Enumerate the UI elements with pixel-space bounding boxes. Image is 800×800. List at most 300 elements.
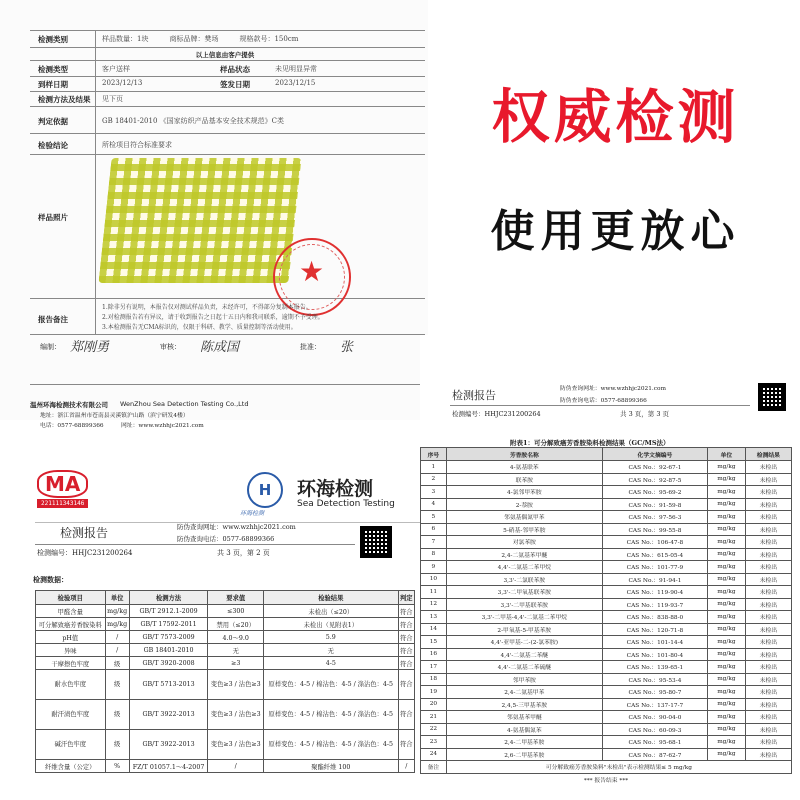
table-cell: mg/kg: [708, 748, 746, 761]
row-label: 检测类型: [38, 65, 68, 74]
column-header: 检验项目: [36, 591, 106, 605]
amine-results-table: [420, 447, 792, 786]
table-cell: CAS No.：91-94-1: [602, 573, 707, 586]
table-cell: mg/kg: [708, 498, 746, 511]
table-cell: mg/kg: [708, 711, 746, 724]
table-cell: 2,6-二甲基苯胺: [446, 748, 602, 761]
table-cell: mg/kg: [708, 461, 746, 474]
table-cell: CAS No.：119-93-7: [602, 598, 707, 611]
table-header-row: [36, 591, 415, 605]
footer-company-cn: 温州环海检测技术有限公司: [30, 401, 108, 409]
table-cell: 聚酯纤维 100: [264, 760, 398, 773]
table-line: [95, 30, 96, 334]
table-cell: mg/kg: [708, 561, 746, 574]
brand-name-en: Sea Detection Testing: [297, 499, 395, 509]
row-value: 2023/12/15: [275, 79, 316, 87]
table-cell: 16: [421, 648, 447, 661]
table-cell: CAS No.：87-62-7: [602, 748, 707, 761]
table-cell: mg/kg: [708, 661, 746, 674]
table-cell: 未检出: [745, 648, 791, 661]
footer-address: 地址：浙江省温州市苍南县灵溪镇沪山路（滨宁研发4楼）: [40, 413, 189, 419]
table-cell: ≥3: [208, 657, 264, 670]
table-row: [421, 586, 792, 599]
column-header: 检测方法: [129, 591, 208, 605]
table-cell: 12: [421, 598, 447, 611]
table-cell: 原样变色：4-5 / 棉沾色：4-5 / 涤沾色：4-5: [264, 670, 398, 700]
table-cell: 未检出: [745, 748, 791, 761]
report-end: *** 报告结束 ***: [583, 778, 629, 784]
divider: [35, 544, 355, 545]
table-cell: 未检出: [745, 736, 791, 749]
verify-website: 防伪查询网址：www.wzhhjc2021.com: [177, 523, 296, 531]
table-cell: mg/kg: [708, 623, 746, 636]
row-value: GB 18401-2010 《国家纺织产品基本安全技术规范》C类: [102, 117, 284, 125]
table-cell: 20: [421, 698, 447, 711]
table-cell: 2,4-二氨基甲苯: [446, 686, 602, 699]
table-cell: GB/T 3920-2008: [129, 657, 208, 670]
test-report-page-1: [0, 0, 428, 420]
table-cell: 未检出: [745, 711, 791, 724]
table-line: [30, 60, 425, 61]
table-cell: GB/T 3922-2013: [129, 730, 208, 760]
table-cell: 4-5: [264, 657, 398, 670]
table-cell: CAS No.：99-55-8: [602, 523, 707, 536]
table-cell: 可分解致癌芳香胺染料: [36, 618, 106, 631]
table-cell: 耐水色牢度: [36, 670, 106, 700]
table-row: [36, 700, 415, 730]
table-row: [36, 631, 415, 644]
table-cell: mg/kg: [708, 511, 746, 524]
logo-caption: 环海检测: [240, 510, 265, 517]
table-cell: mg/kg: [708, 586, 746, 599]
column-header: 检验结果: [264, 591, 398, 605]
table-cell: CAS No.：101-77-9: [602, 561, 707, 574]
table-cell: 符合: [398, 605, 414, 618]
table-cell: 2: [421, 473, 447, 486]
table-cell: GB/T 2912.1-2009: [129, 605, 208, 618]
table-line: [30, 76, 425, 77]
table-cell: 联苯胺: [446, 473, 602, 486]
table-cell: 未检出: [745, 498, 791, 511]
table-row: [421, 473, 792, 486]
table-cell: GB/T 7573-2009: [129, 631, 208, 644]
table-cell: 未检出（见附表1）: [264, 618, 398, 631]
table-cell: 原样变色：4-5 / 棉沾色：4-5 / 涤沾色：4-5: [264, 700, 398, 730]
table-cell: 未检出: [745, 536, 791, 549]
table-cell: 未检出: [745, 548, 791, 561]
divider: [30, 384, 425, 385]
footer-phone: 电话：0577-68899366 网址：www.wzhhjc2021.com: [40, 423, 204, 429]
signature: 郑刚勇: [70, 340, 110, 355]
row-label: 检验结论: [38, 141, 68, 150]
table-cell: 未检出: [745, 636, 791, 649]
table-cell: 未检出: [745, 686, 791, 699]
table-row: [421, 611, 792, 624]
qr-code-icon: [758, 383, 786, 411]
table-cell: CAS No.：95-80-7: [602, 686, 707, 699]
table-cell: mg/kg: [105, 605, 129, 618]
table-cell: 邻甲苯胺: [446, 673, 602, 686]
appendix-title: 附表1：可分解致癌芳香胺染料检测结果（GC/MS法）: [510, 439, 670, 447]
row-value: 2.对检测报告若有异议，请于收到报告之日起十五日内和我司联系，逾期不予受理。: [102, 314, 324, 321]
table-row: [421, 686, 792, 699]
note-text: 可分解致癌芳香胺染料"未检出"表示检测结果≤ 5 mg/kg: [446, 761, 791, 774]
table-cell: 级: [105, 700, 129, 730]
table-row: [421, 498, 792, 511]
row-label: 判定依据: [38, 117, 68, 126]
table-cell: 未检出（≤20）: [264, 605, 398, 618]
table-cell: mg/kg: [708, 686, 746, 699]
table-cell: 对氯苯胺: [446, 536, 602, 549]
table-cell: 3,3'-二甲氧基联苯胺: [446, 586, 602, 599]
table-cell: 15: [421, 636, 447, 649]
table-cell: 6: [421, 523, 447, 536]
row-value: 未见明显异常: [275, 65, 317, 73]
row-label: 检测类别: [38, 35, 68, 44]
table-cell: 1: [421, 461, 447, 474]
table-cell: 符合: [398, 657, 414, 670]
table-cell: GB/T 17592-2011: [129, 618, 208, 631]
table-header-row: [421, 448, 792, 461]
table-cell: CAS No.：95-68-1: [602, 736, 707, 749]
row-label: 样品照片: [38, 213, 68, 222]
table-cell: mg/kg: [708, 598, 746, 611]
table-cell: 纤维含量（公定）: [36, 760, 106, 773]
table-cell: 无: [208, 644, 264, 657]
table-cell: CAS No.：97-56-3: [602, 511, 707, 524]
table-row: [421, 523, 792, 536]
table-cell: mg/kg: [708, 473, 746, 486]
table-cell: mg/kg: [708, 486, 746, 499]
row-label: 报告备注: [38, 315, 68, 324]
table-cell: 未检出: [745, 523, 791, 536]
table-cell: CAS No.：615-05-4: [602, 548, 707, 561]
table-cell: 18: [421, 673, 447, 686]
table-cell: 3,3'-二氯联苯胺: [446, 573, 602, 586]
qr-code-icon: [360, 526, 392, 558]
table-cell: 7: [421, 536, 447, 549]
row-value: 所检项目符合标准要求: [102, 141, 172, 149]
table-cell: CAS No.：101-80-4: [602, 648, 707, 661]
table-cell: CAS No.：120-71-8: [602, 623, 707, 636]
table-cell: 禁用（≤20）: [208, 618, 264, 631]
table-row: [36, 605, 415, 618]
table-cell: 2,4-二甲基苯胺: [446, 736, 602, 749]
table-cell: 耐汗渍色牢度: [36, 700, 106, 730]
column-header: 单位: [105, 591, 129, 605]
table-cell: mg/kg: [105, 618, 129, 631]
cma-logo: MA: [37, 470, 88, 498]
table-cell: CAS No.：139-65-1: [602, 661, 707, 674]
table-cell: GB/T 3922-2013: [129, 700, 208, 730]
table-cell: 8: [421, 548, 447, 561]
table-cell: 级: [105, 730, 129, 760]
table-cell: /: [208, 760, 264, 773]
report-number: 检测编号：HHJC231200264: [452, 410, 541, 418]
sample-fabric-photo: [98, 158, 301, 283]
table-cell: 未检出: [745, 723, 791, 736]
table-cell: FZ/T 01057.1～4-2007: [129, 760, 208, 773]
verify-phone: 防伪查询电话：0577-68899366: [560, 398, 647, 404]
star-icon: ★: [299, 255, 325, 288]
table-cell: 变色≥3 / 沾色≥3: [208, 700, 264, 730]
table-cell: 未检出: [745, 511, 791, 524]
report-title: 检测报告: [60, 526, 109, 540]
signature-label: 批准：: [300, 343, 321, 351]
table-cell: /: [105, 631, 129, 644]
table-cell: mg/kg: [708, 611, 746, 624]
table-cell: CAS No.：106-47-8: [602, 536, 707, 549]
table-row: [421, 573, 792, 586]
table-row: [421, 648, 792, 661]
row-value: 样品数量：1块 商标品牌：樊场 规格款号：150cm: [102, 35, 299, 43]
table-cell: 4,4'-二氨基二苯甲烷: [446, 561, 602, 574]
info-row: [30, 50, 420, 59]
column-header: 单位: [708, 448, 746, 461]
table-row: [36, 730, 415, 760]
table-cell: 碱汗色牢度: [36, 730, 106, 760]
table-cell: 未检出: [745, 473, 791, 486]
section-title: 检测数据：: [33, 575, 68, 584]
row-value: 1.除非另有说明，本报告仅对测试样品负责，未经许可，不得部分复制本报告。: [102, 304, 312, 311]
table-cell: CAS No.：101-14-4: [602, 636, 707, 649]
table-cell: 2,4,5-三甲基苯胺: [446, 698, 602, 711]
table-cell: GB 18401-2010: [129, 644, 208, 657]
table-cell: 4-氨基联苯: [446, 461, 602, 474]
table-cell: 符合: [398, 670, 414, 700]
table-cell: 变色≥3 / 沾色≥3: [208, 730, 264, 760]
table-row: [421, 536, 792, 549]
table-cell: mg/kg: [708, 523, 746, 536]
table-line: [30, 298, 425, 299]
column-header: 序号: [421, 448, 447, 461]
table-line: [30, 133, 425, 134]
cma-badge: [37, 470, 88, 508]
table-cell: 异味: [36, 644, 106, 657]
row-label: 样品状态: [220, 65, 250, 74]
table-cell: 17: [421, 661, 447, 674]
verify-phone: 防伪查询电话：0577-68899366: [177, 535, 275, 543]
report-number: 检测编号：HHJC231200264: [37, 549, 133, 557]
table-line: [30, 334, 425, 335]
table-row: [421, 598, 792, 611]
table-cell: %: [105, 760, 129, 773]
table-cell: CAS No.：838-88-0: [602, 611, 707, 624]
table-row: [36, 760, 415, 773]
table-cell: 4,4'-二氨基二苯醚: [446, 648, 602, 661]
table-cell: 10: [421, 573, 447, 586]
table-cell: 4.0～9.0: [208, 631, 264, 644]
row-value: 客户送样: [102, 65, 130, 73]
table-cell: 未检出: [745, 573, 791, 586]
column-header: 要求值: [208, 591, 264, 605]
table-cell: 甲醛含量: [36, 605, 106, 618]
subline: 使用更放心: [490, 206, 741, 257]
table-cell: GB/T 5713-2013: [129, 670, 208, 700]
table-row: [36, 644, 415, 657]
table-cell: mg/kg: [708, 723, 746, 736]
table-cell: 未检出: [745, 586, 791, 599]
table-cell: 未检出: [745, 611, 791, 624]
verify-website: 防伪查询网址：www.wzhhjc2021.com: [560, 386, 666, 392]
table-cell: CAS No.：60-09-3: [602, 723, 707, 736]
table-cell: mg/kg: [708, 536, 746, 549]
end-row: [421, 773, 792, 786]
table-cell: CAS No.：92-87-5: [602, 473, 707, 486]
table-cell: 23: [421, 736, 447, 749]
table-cell: 邻氨基苯甲醚: [446, 711, 602, 724]
table-row: [421, 711, 792, 724]
headline: 权威检测: [491, 83, 740, 151]
table-line: [30, 154, 425, 155]
table-cell: 3: [421, 486, 447, 499]
table-cell: mg/kg: [708, 698, 746, 711]
table-cell: 3,3'-二甲基联苯胺: [446, 598, 602, 611]
footer-company-en: WenZhou Sea Detection Testing Co.,Ltd: [120, 400, 249, 408]
table-cell: mg/kg: [708, 673, 746, 686]
table-cell: 19: [421, 686, 447, 699]
cma-number: 221111343146: [37, 499, 88, 508]
table-cell: 2,4-二氨基苯甲醚: [446, 548, 602, 561]
divider: [450, 405, 750, 406]
signature: 陈成国: [200, 340, 240, 355]
table-cell: 2-甲氧基-5-甲基苯胺: [446, 623, 602, 636]
table-cell: 未检出: [745, 461, 791, 474]
table-cell: 9: [421, 561, 447, 574]
table-row: [421, 636, 792, 649]
signature: 张: [340, 340, 354, 355]
table-line: [30, 30, 425, 31]
table-cell: mg/kg: [708, 573, 746, 586]
table-cell: 级: [105, 670, 129, 700]
row-value: 2023/12/13: [102, 79, 143, 87]
table-cell: 5: [421, 511, 447, 524]
column-header: 芳香胺名称: [446, 448, 602, 461]
table-cell: CAS No.：90-04-0: [602, 711, 707, 724]
note-label: 备注: [421, 761, 447, 774]
table-cell: 未检出: [745, 486, 791, 499]
row-label: 检测方法及结果: [38, 95, 91, 104]
table-cell: 符合: [398, 730, 414, 760]
table-cell: 符合: [398, 618, 414, 631]
page-info: 共 3 页，第 3 页: [620, 410, 670, 418]
table-cell: 3,3'-二甲基-4,4'-二氨基二苯甲烷: [446, 611, 602, 624]
column-header: 检测结果: [745, 448, 791, 461]
table-cell: mg/kg: [708, 548, 746, 561]
table-cell: 24: [421, 748, 447, 761]
table-cell: mg/kg: [708, 636, 746, 649]
table-cell: CAS No.：95-53-4: [602, 673, 707, 686]
table-cell: CAS No.：92-67-1: [602, 461, 707, 474]
table-cell: 4: [421, 498, 447, 511]
table-cell: 4-氯邻甲苯胺: [446, 486, 602, 499]
table-row: [36, 618, 415, 631]
table-row: [421, 511, 792, 524]
table-row: [421, 461, 792, 474]
table-line: [30, 47, 425, 48]
report-title: 检测报告: [452, 389, 496, 402]
table-cell: 4,4'-亚甲基-二-(2-氯苯胺): [446, 636, 602, 649]
provided-note: 以上信息由客户提供: [195, 51, 255, 59]
table-cell: CAS No.：137-17-7: [602, 698, 707, 711]
table-cell: 符合: [398, 631, 414, 644]
row-label: 签发日期: [220, 80, 250, 89]
row-label: 到样日期: [38, 80, 68, 89]
test-report-page-3: [420, 335, 800, 800]
table-cell: 5.9: [264, 631, 398, 644]
table-cell: /: [105, 644, 129, 657]
table-cell: 未检出: [745, 561, 791, 574]
table-cell: /: [398, 760, 414, 773]
table-cell: 未检出: [745, 673, 791, 686]
table-cell: CAS No.：91-59-8: [602, 498, 707, 511]
hh-logo-icon: H: [247, 472, 283, 508]
table-cell: ≤300: [208, 605, 264, 618]
column-header: 判定: [398, 591, 414, 605]
table-cell: 干摩擦色牢度: [36, 657, 106, 670]
table-cell: mg/kg: [708, 736, 746, 749]
table-cell: 无: [264, 644, 398, 657]
table-row: [421, 673, 792, 686]
table-cell: 级: [105, 657, 129, 670]
table-cell: 11: [421, 586, 447, 599]
table-cell: mg/kg: [708, 648, 746, 661]
column-header: 化学文摘编号: [602, 448, 707, 461]
table-cell: CAS No.：95-69-2: [602, 486, 707, 499]
signature-label: 审核：: [160, 343, 181, 351]
table-cell: 未检出: [745, 598, 791, 611]
note-row: [421, 761, 792, 774]
table-cell: 原样变色：4-5 / 棉沾色：4-5 / 涤沾色：4-5: [264, 730, 398, 760]
table-cell: CAS No.：119-90-4: [602, 586, 707, 599]
table-cell: 未检出: [745, 661, 791, 674]
table-line: [30, 91, 425, 92]
table-cell: 2-萘胺: [446, 498, 602, 511]
table-row: [421, 748, 792, 761]
test-report-page-2: [35, 442, 420, 800]
table-cell: 14: [421, 623, 447, 636]
table-row: [421, 623, 792, 636]
table-row: [36, 657, 415, 670]
table-cell: 13: [421, 611, 447, 624]
row-value: 3.本检测报告无CMA标识的，仅限于科研、教学、质量控制等活动使用。: [102, 324, 297, 331]
table-row: [36, 670, 415, 700]
table-cell: 22: [421, 723, 447, 736]
table-cell: 21: [421, 711, 447, 724]
table-cell: 未检出: [745, 698, 791, 711]
table-row: [421, 723, 792, 736]
row-value: 见下页: [102, 95, 123, 103]
table-cell: 5-硝基-邻甲苯胺: [446, 523, 602, 536]
table-cell: 符合: [398, 700, 414, 730]
table-cell: 4,4'-二氨基二苯硫醚: [446, 661, 602, 674]
brand-name-cn: 环海检测: [297, 478, 374, 500]
table-cell: pH值: [36, 631, 106, 644]
table-cell: 符合: [398, 644, 414, 657]
table-cell: 未检出: [745, 623, 791, 636]
page-info: 共 3 页，第 2 页: [217, 549, 270, 557]
table-row: [421, 561, 792, 574]
table-cell: 4-氨基偶氮苯: [446, 723, 602, 736]
test-results-table: [35, 590, 415, 773]
table-row: [421, 548, 792, 561]
table-row: [421, 661, 792, 674]
table-row: [421, 698, 792, 711]
table-row: [421, 486, 792, 499]
table-cell: 邻氨基偶氮甲苯: [446, 511, 602, 524]
table-row: [421, 736, 792, 749]
signature-label: 编制：: [40, 343, 61, 351]
